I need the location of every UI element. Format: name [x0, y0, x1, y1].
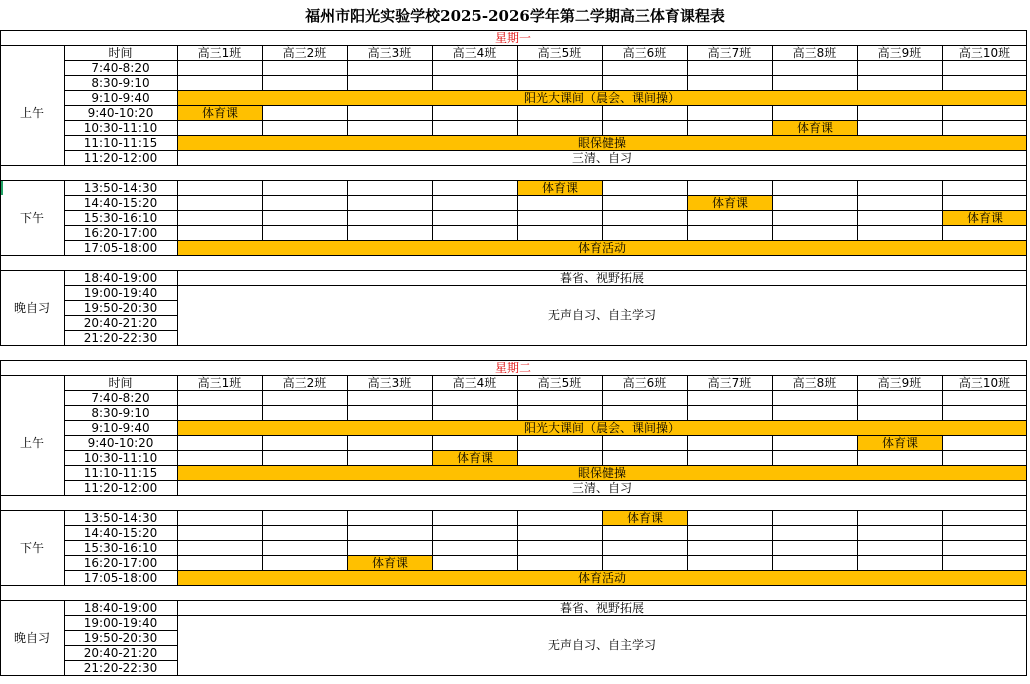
time-cell: 9:10-9:40: [91, 420, 150, 435]
class-header-4: 高三4班: [452, 45, 497, 60]
time-cell: 17:05-18:00: [83, 570, 158, 585]
reflect-session: 暮省、视野拓展: [559, 600, 644, 615]
time-cell: 21:20-22:30: [83, 660, 158, 675]
day-label: 星期一: [494, 30, 531, 45]
class-header-1: 高三1班: [197, 45, 242, 60]
pe-lesson-cell[interactable]: 体育课: [518, 181, 602, 195]
day-label: 星期二: [494, 360, 531, 375]
pe-lesson-cell[interactable]: 体育课: [348, 556, 432, 570]
time-cell: 7:40-8:20: [91, 390, 150, 405]
class-header-10: 高三10班: [958, 375, 1011, 390]
time-cell: 20:40-21:20: [83, 315, 158, 330]
time-cell: 18:40-19:00: [83, 600, 158, 615]
class-header-2: 高三2班: [282, 375, 327, 390]
class-header-3: 高三3班: [367, 45, 412, 60]
class-header-4: 高三4班: [452, 375, 497, 390]
class-header-8: 高三8班: [792, 375, 837, 390]
time-cell: 13:50-14:30: [83, 180, 158, 195]
reflect-session: 暮省、视野拓展: [559, 270, 644, 285]
time-cell: 10:30-11:10: [83, 450, 158, 465]
time-cell: 15:30-16:10: [83, 540, 158, 555]
sports-activity: 体育活动: [178, 571, 1026, 585]
time-cell: 10:30-11:10: [83, 120, 158, 135]
time-cell: 21:20-22:30: [83, 330, 158, 345]
time-cell: 11:20-12:00: [83, 480, 158, 495]
time-cell: 15:30-16:10: [83, 210, 158, 225]
time-cell: 11:10-11:15: [83, 465, 158, 480]
time-cell: 17:05-18:00: [83, 240, 158, 255]
class-header-10: 高三10班: [958, 45, 1011, 60]
class-header-6: 高三6班: [622, 375, 667, 390]
time-cell: 16:20-17:00: [83, 555, 158, 570]
time-cell: 7:40-8:20: [91, 60, 150, 75]
class-header-9: 高三9班: [877, 45, 922, 60]
period-label-morning: 上午: [19, 435, 44, 450]
time-cell: 8:30-9:10: [91, 75, 150, 90]
header-time: 时间: [108, 375, 133, 390]
time-cell: 14:40-15:20: [83, 525, 158, 540]
class-header-7: 高三7班: [707, 375, 752, 390]
time-cell: 19:50-20:30: [83, 300, 158, 315]
time-cell: 19:50-20:30: [83, 630, 158, 645]
period-label-afternoon: 下午: [19, 540, 44, 555]
time-cell: 8:30-9:10: [91, 405, 150, 420]
time-cell: 19:00-19:40: [83, 615, 158, 630]
sunshine-break: 阳光大课间（晨会、课间操）: [178, 91, 1026, 105]
sunshine-break: 阳光大课间（晨会、课间操）: [178, 421, 1026, 435]
clean-study: 三清、自习: [571, 481, 632, 495]
time-cell: 16:20-17:00: [83, 225, 158, 240]
time-cell: 19:00-19:40: [83, 285, 158, 300]
pe-lesson-cell[interactable]: 体育课: [943, 211, 1027, 225]
time-cell: 20:40-21:20: [83, 645, 158, 660]
class-header-1: 高三1班: [197, 375, 242, 390]
time-cell: 11:10-11:15: [83, 135, 158, 150]
pe-lesson-cell[interactable]: 体育课: [178, 106, 262, 120]
period-label-evening: 晚自习: [13, 300, 50, 315]
time-cell: 11:20-12:00: [83, 150, 158, 165]
page-title: 福州市阳光实验学校2025-2026学年第二学期高三体育课程表: [305, 6, 725, 25]
class-header-8: 高三8班: [792, 45, 837, 60]
pe-lesson-cell[interactable]: 体育课: [858, 436, 942, 450]
pe-lesson-cell[interactable]: 体育课: [773, 121, 857, 135]
class-header-7: 高三7班: [707, 45, 752, 60]
period-label-afternoon: 下午: [19, 210, 44, 225]
class-header-5: 高三5班: [537, 375, 582, 390]
time-cell: 9:40-10:20: [87, 105, 154, 120]
sports-activity: 体育活动: [178, 241, 1026, 255]
pe-lesson-cell[interactable]: 体育课: [688, 196, 772, 210]
time-cell: 9:10-9:40: [91, 90, 150, 105]
class-header-2: 高三2班: [282, 45, 327, 60]
class-header-5: 高三5班: [537, 45, 582, 60]
silent-study: 无声自习、自主学习: [547, 308, 656, 322]
pe-lesson-cell[interactable]: 体育课: [433, 451, 517, 465]
class-header-6: 高三6班: [622, 45, 667, 60]
time-cell: 9:40-10:20: [87, 435, 154, 450]
eye-exercise: 眼保健操: [178, 466, 1026, 480]
period-label-morning: 上午: [19, 105, 44, 120]
class-header-3: 高三3班: [367, 375, 412, 390]
eye-exercise: 眼保健操: [178, 136, 1026, 150]
clean-study: 三清、自习: [571, 151, 632, 165]
header-time: 时间: [108, 45, 133, 60]
pe-lesson-cell[interactable]: 体育课: [603, 511, 687, 525]
period-label-evening: 晚自习: [13, 630, 50, 645]
time-cell: 18:40-19:00: [83, 270, 158, 285]
time-cell: 14:40-15:20: [83, 195, 158, 210]
time-cell: 13:50-14:30: [83, 510, 158, 525]
silent-study: 无声自习、自主学习: [547, 638, 656, 652]
class-header-9: 高三9班: [877, 375, 922, 390]
